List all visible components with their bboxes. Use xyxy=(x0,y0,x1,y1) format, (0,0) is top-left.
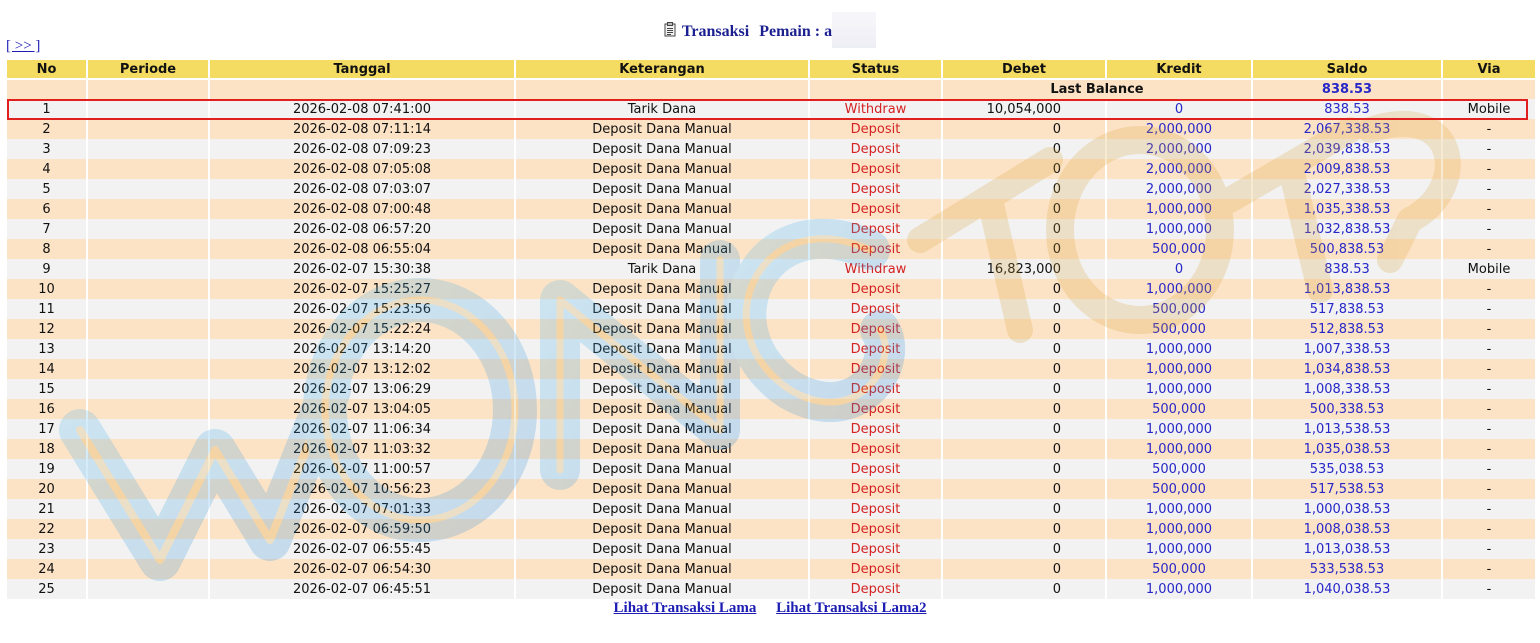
cell-keterangan: Deposit Dana Manual xyxy=(516,319,808,339)
cell-keterangan: Deposit Dana Manual xyxy=(516,219,808,239)
page-header xyxy=(0,12,1540,40)
clipboard-document-icon xyxy=(664,22,676,37)
cell-status: Deposit xyxy=(810,239,941,259)
cell-saldo: 1,035,338.53 xyxy=(1253,199,1441,219)
empty-cell xyxy=(810,80,941,99)
cell-tanggal: 2026-02-07 13:12:02 xyxy=(210,359,514,379)
cell-saldo: 838.53 xyxy=(1253,259,1441,279)
table-row xyxy=(7,119,1535,139)
cell-no: 20 xyxy=(7,479,86,499)
cell-no: 16 xyxy=(7,399,86,419)
cell-via: - xyxy=(1443,319,1535,339)
cell-via: - xyxy=(1443,399,1535,419)
col-header-status: Status xyxy=(810,60,941,80)
cell-tanggal: 2026-02-08 07:00:48 xyxy=(210,199,514,219)
cell-via: Mobile xyxy=(1443,99,1535,119)
cell-keterangan: Deposit Dana Manual xyxy=(516,119,808,139)
cell-debet: 0 xyxy=(943,239,1105,259)
cell-no: 12 xyxy=(7,319,86,339)
cell-tanggal: 2026-02-08 07:03:07 xyxy=(210,179,514,199)
cell-periode xyxy=(88,299,208,319)
cell-no: 4 xyxy=(7,159,86,179)
cell-kredit: 1,000,000 xyxy=(1107,219,1251,239)
table-header-row xyxy=(7,60,1535,80)
cell-via: - xyxy=(1443,159,1535,179)
cell-via: - xyxy=(1443,299,1535,319)
col-header-periode: Periode xyxy=(88,60,208,80)
cell-tanggal: 2026-02-08 06:57:20 xyxy=(210,219,514,239)
table-row xyxy=(7,559,1535,579)
cell-via: - xyxy=(1443,119,1535,139)
cell-status: Deposit xyxy=(810,199,941,219)
cell-keterangan: Deposit Dana Manual xyxy=(516,479,808,499)
empty-cell xyxy=(210,80,514,99)
cell-no: 19 xyxy=(7,459,86,479)
cell-saldo: 1,008,338.53 xyxy=(1253,379,1441,399)
cell-saldo: 1,008,038.53 xyxy=(1253,519,1441,539)
cell-saldo: 1,000,038.53 xyxy=(1253,499,1441,519)
cell-kredit: 1,000,000 xyxy=(1107,519,1251,539)
cell-debet: 0 xyxy=(943,339,1105,359)
cell-via: - xyxy=(1443,439,1535,459)
cell-keterangan: Deposit Dana Manual xyxy=(516,359,808,379)
cell-no: 25 xyxy=(7,579,86,599)
page-title: Transaksi xyxy=(681,23,750,40)
cell-kredit: 2,000,000 xyxy=(1107,179,1251,199)
cell-saldo: 500,338.53 xyxy=(1253,399,1441,419)
footer-links xyxy=(0,600,1540,617)
cell-via: - xyxy=(1443,559,1535,579)
cell-debet: 0 xyxy=(943,359,1105,379)
cell-tanggal: 2026-02-07 10:56:23 xyxy=(210,479,514,499)
cell-via: - xyxy=(1443,379,1535,399)
cell-saldo: 838.53 xyxy=(1253,99,1441,119)
empty-cell xyxy=(516,80,808,99)
cell-periode xyxy=(88,439,208,459)
cell-tanggal: 2026-02-07 13:14:20 xyxy=(210,339,514,359)
cell-kredit: 1,000,000 xyxy=(1107,499,1251,519)
cell-status: Deposit xyxy=(810,219,941,239)
cell-periode xyxy=(88,259,208,279)
cell-tanggal: 2026-02-07 06:54:30 xyxy=(210,559,514,579)
cell-saldo: 512,838.53 xyxy=(1253,319,1441,339)
cell-status: Deposit xyxy=(810,379,941,399)
table-row xyxy=(7,579,1535,599)
table-row xyxy=(7,339,1535,359)
cell-kredit: 500,000 xyxy=(1107,459,1251,479)
table-row xyxy=(7,279,1535,299)
cell-no: 2 xyxy=(7,119,86,139)
table-row xyxy=(7,379,1535,399)
cell-keterangan: Tarik Dana xyxy=(516,259,808,279)
cell-tanggal: 2026-02-08 07:11:14 xyxy=(210,119,514,139)
cell-tanggal: 2026-02-07 13:06:29 xyxy=(210,379,514,399)
cell-periode xyxy=(88,159,208,179)
cell-debet: 16,823,000 xyxy=(943,259,1105,279)
cell-no: 11 xyxy=(7,299,86,319)
cell-keterangan: Deposit Dana Manual xyxy=(516,519,808,539)
cell-status: Deposit xyxy=(810,159,941,179)
cell-no: 18 xyxy=(7,439,86,459)
cell-periode xyxy=(88,479,208,499)
cell-tanggal: 2026-02-07 11:00:57 xyxy=(210,459,514,479)
table-row xyxy=(7,299,1535,319)
cell-tanggal: 2026-02-07 06:59:50 xyxy=(210,519,514,539)
cell-no: 22 xyxy=(7,519,86,539)
cell-periode xyxy=(88,239,208,259)
cell-keterangan: Deposit Dana Manual xyxy=(516,159,808,179)
table-row xyxy=(7,519,1535,539)
cell-status: Deposit xyxy=(810,439,941,459)
cell-no: 21 xyxy=(7,499,86,519)
col-header-keterangan: Keterangan xyxy=(516,60,808,80)
cell-tanggal: 2026-02-08 07:05:08 xyxy=(210,159,514,179)
cell-keterangan: Deposit Dana Manual xyxy=(516,499,808,519)
cell-via: - xyxy=(1443,279,1535,299)
cell-keterangan: Deposit Dana Manual xyxy=(516,199,808,219)
table-row xyxy=(7,259,1535,279)
col-header-via: Via xyxy=(1443,60,1535,80)
cell-saldo: 535,038.53 xyxy=(1253,459,1441,479)
cell-tanggal: 2026-02-08 07:09:23 xyxy=(210,139,514,159)
cell-status: Deposit xyxy=(810,279,941,299)
cell-periode xyxy=(88,179,208,199)
last-balance-row xyxy=(7,80,1535,99)
cell-keterangan: Deposit Dana Manual xyxy=(516,439,808,459)
cell-no: 24 xyxy=(7,559,86,579)
cell-saldo: 517,538.53 xyxy=(1253,479,1441,499)
cell-debet: 0 xyxy=(943,559,1105,579)
cell-debet: 0 xyxy=(943,499,1105,519)
cell-saldo: 1,013,038.53 xyxy=(1253,539,1441,559)
cell-kredit: 0 xyxy=(1107,99,1251,119)
cell-tanggal: 2026-02-07 15:25:27 xyxy=(210,279,514,299)
cell-saldo: 1,032,838.53 xyxy=(1253,219,1441,239)
cell-keterangan: Deposit Dana Manual xyxy=(516,579,808,599)
cell-tanggal: 2026-02-07 06:45:51 xyxy=(210,579,514,599)
cell-periode xyxy=(88,359,208,379)
cell-status: Deposit xyxy=(810,299,941,319)
cell-periode xyxy=(88,499,208,519)
cell-kredit: 2,000,000 xyxy=(1107,119,1251,139)
table-row xyxy=(7,239,1535,259)
next-page-link[interactable]: [ >> ] xyxy=(6,38,41,54)
cell-periode xyxy=(88,139,208,159)
cell-via: - xyxy=(1443,499,1535,519)
table-row xyxy=(7,439,1535,459)
cell-debet: 0 xyxy=(943,179,1105,199)
cell-kredit: 1,000,000 xyxy=(1107,439,1251,459)
cell-saldo: 1,040,038.53 xyxy=(1253,579,1441,599)
cell-periode xyxy=(88,559,208,579)
cell-saldo: 1,007,338.53 xyxy=(1253,339,1441,359)
cell-tanggal: 2026-02-08 07:41:00 xyxy=(210,99,514,119)
cell-kredit: 1,000,000 xyxy=(1107,539,1251,559)
cell-kredit: 1,000,000 xyxy=(1107,339,1251,359)
cell-keterangan: Deposit Dana Manual xyxy=(516,379,808,399)
cell-saldo: 1,013,538.53 xyxy=(1253,419,1441,439)
cell-periode xyxy=(88,119,208,139)
cell-saldo: 1,035,038.53 xyxy=(1253,439,1441,459)
cell-kredit: 500,000 xyxy=(1107,559,1251,579)
cell-keterangan: Deposit Dana Manual xyxy=(516,399,808,419)
cell-tanggal: 2026-02-07 13:04:05 xyxy=(210,399,514,419)
cell-no: 1 xyxy=(7,99,86,119)
cell-no: 14 xyxy=(7,359,86,379)
cell-kredit: 2,000,000 xyxy=(1107,139,1251,159)
cell-no: 10 xyxy=(7,279,86,299)
cell-status: Deposit xyxy=(810,579,941,599)
cell-kredit: 1,000,000 xyxy=(1107,279,1251,299)
cell-kredit: 500,000 xyxy=(1107,399,1251,419)
table-row xyxy=(7,359,1535,379)
cell-kredit: 1,000,000 xyxy=(1107,579,1251,599)
cell-status: Deposit xyxy=(810,339,941,359)
cell-periode xyxy=(88,399,208,419)
table-row xyxy=(7,319,1535,339)
table-row xyxy=(7,539,1535,559)
cell-debet: 0 xyxy=(943,319,1105,339)
cell-debet: 0 xyxy=(943,399,1105,419)
cell-no: 3 xyxy=(7,139,86,159)
cell-keterangan: Deposit Dana Manual xyxy=(516,339,808,359)
cell-debet: 0 xyxy=(943,479,1105,499)
cell-status: Deposit xyxy=(810,479,941,499)
col-header-no: No xyxy=(7,60,86,80)
cell-keterangan: Deposit Dana Manual xyxy=(516,539,808,559)
cell-tanggal: 2026-02-07 15:30:38 xyxy=(210,259,514,279)
table-row xyxy=(7,479,1535,499)
cell-status: Deposit xyxy=(810,559,941,579)
cell-tanggal: 2026-02-08 06:55:04 xyxy=(210,239,514,259)
cell-keterangan: Deposit Dana Manual xyxy=(516,139,808,159)
cell-kredit: 1,000,000 xyxy=(1107,379,1251,399)
cell-no: 15 xyxy=(7,379,86,399)
cell-debet: 0 xyxy=(943,279,1105,299)
cell-saldo: 1,034,838.53 xyxy=(1253,359,1441,379)
cell-status: Deposit xyxy=(810,499,941,519)
cell-no: 17 xyxy=(7,419,86,439)
cell-tanggal: 2026-02-07 07:01:33 xyxy=(210,499,514,519)
cell-no: 8 xyxy=(7,239,86,259)
cell-debet: 0 xyxy=(943,579,1105,599)
cell-debet: 0 xyxy=(943,459,1105,479)
cell-status: Deposit xyxy=(810,179,941,199)
cell-saldo: 2,027,338.53 xyxy=(1253,179,1441,199)
old-transactions-link[interactable]: Lihat Transaksi Lama xyxy=(613,600,757,616)
cell-keterangan: Deposit Dana Manual xyxy=(516,239,808,259)
cell-via: Mobile xyxy=(1443,259,1535,279)
cell-tanggal: 2026-02-07 15:23:56 xyxy=(210,299,514,319)
cell-saldo: 2,067,338.53 xyxy=(1253,119,1441,139)
cell-kredit: 500,000 xyxy=(1107,239,1251,259)
cell-periode xyxy=(88,419,208,439)
transaction-table xyxy=(5,60,1537,599)
cell-no: 6 xyxy=(7,199,86,219)
last-balance-label: Last Balance xyxy=(943,80,1251,99)
table-row xyxy=(7,499,1535,519)
old-transactions-link-2[interactable]: Lihat Transaksi Lama2 xyxy=(776,600,927,616)
cell-periode xyxy=(88,199,208,219)
cell-via: - xyxy=(1443,179,1535,199)
cell-keterangan: Deposit Dana Manual xyxy=(516,299,808,319)
last-balance-value: 838.53 xyxy=(1253,80,1441,99)
cell-saldo: 2,009,838.53 xyxy=(1253,159,1441,179)
cell-kredit: 2,000,000 xyxy=(1107,159,1251,179)
cell-status: Deposit xyxy=(810,519,941,539)
table-row xyxy=(7,459,1535,479)
empty-cell xyxy=(7,80,86,99)
cell-periode xyxy=(88,99,208,119)
cell-tanggal: 2026-02-07 06:55:45 xyxy=(210,539,514,559)
cell-kredit: 500,000 xyxy=(1107,319,1251,339)
cell-periode xyxy=(88,579,208,599)
cell-status: Deposit xyxy=(810,539,941,559)
empty-cell xyxy=(88,80,208,99)
cell-status: Deposit xyxy=(810,459,941,479)
cell-tanggal: 2026-02-07 11:03:32 xyxy=(210,439,514,459)
cell-debet: 0 xyxy=(943,539,1105,559)
cell-debet: 0 xyxy=(943,419,1105,439)
cell-via: - xyxy=(1443,459,1535,479)
cell-kredit: 1,000,000 xyxy=(1107,419,1251,439)
cell-debet: 0 xyxy=(943,379,1105,399)
cell-tanggal: 2026-02-07 15:22:24 xyxy=(210,319,514,339)
cell-via: - xyxy=(1443,579,1535,599)
cell-kredit: 500,000 xyxy=(1107,299,1251,319)
cell-no: 9 xyxy=(7,259,86,279)
cell-periode xyxy=(88,539,208,559)
cell-via: - xyxy=(1443,239,1535,259)
cell-no: 5 xyxy=(7,179,86,199)
cell-via: - xyxy=(1443,199,1535,219)
table-row xyxy=(7,199,1535,219)
cell-periode xyxy=(88,459,208,479)
cell-saldo: 533,538.53 xyxy=(1253,559,1441,579)
cell-debet: 0 xyxy=(943,219,1105,239)
cell-debet: 0 xyxy=(943,519,1105,539)
cell-keterangan: Deposit Dana Manual xyxy=(516,179,808,199)
cell-status: Deposit xyxy=(810,139,941,159)
cell-via: - xyxy=(1443,339,1535,359)
cell-tanggal: 2026-02-07 11:06:34 xyxy=(210,419,514,439)
cell-debet: 0 xyxy=(943,299,1105,319)
cell-debet: 0 xyxy=(943,439,1105,459)
cell-keterangan: Deposit Dana Manual xyxy=(516,459,808,479)
cell-keterangan: Tarik Dana xyxy=(516,99,808,119)
cell-saldo: 2,039,838.53 xyxy=(1253,139,1441,159)
cell-debet: 0 xyxy=(943,139,1105,159)
cell-debet: 0 xyxy=(943,159,1105,179)
table-row xyxy=(7,419,1535,439)
col-header-debet: Debet xyxy=(943,60,1105,80)
cell-status: Deposit xyxy=(810,319,941,339)
cell-via: - xyxy=(1443,139,1535,159)
cell-keterangan: Deposit Dana Manual xyxy=(516,279,808,299)
cell-periode xyxy=(88,379,208,399)
cell-status: Deposit xyxy=(810,399,941,419)
cell-kredit: 0 xyxy=(1107,259,1251,279)
cell-periode xyxy=(88,219,208,239)
col-header-saldo: Saldo xyxy=(1253,60,1441,80)
cell-status: Withdraw xyxy=(810,99,941,119)
col-header-kredit: Kredit xyxy=(1107,60,1251,80)
cell-via: - xyxy=(1443,539,1535,559)
cell-saldo: 517,838.53 xyxy=(1253,299,1441,319)
table-row xyxy=(7,159,1535,179)
table-row xyxy=(7,139,1535,159)
redacted-player-name xyxy=(832,12,876,48)
cell-periode xyxy=(88,279,208,299)
cell-keterangan: Deposit Dana Manual xyxy=(516,559,808,579)
cell-kredit: 1,000,000 xyxy=(1107,199,1251,219)
cell-debet: 0 xyxy=(943,199,1105,219)
cell-via: - xyxy=(1443,419,1535,439)
cell-periode xyxy=(88,319,208,339)
cell-saldo: 500,838.53 xyxy=(1253,239,1441,259)
cell-keterangan: Deposit Dana Manual xyxy=(516,419,808,439)
player-label: Pemain : a xyxy=(759,23,833,40)
cell-debet: 0 xyxy=(943,119,1105,139)
table-row xyxy=(7,219,1535,239)
cell-no: 13 xyxy=(7,339,86,359)
cell-periode xyxy=(88,339,208,359)
cell-status: Deposit xyxy=(810,359,941,379)
cell-saldo: 1,013,838.53 xyxy=(1253,279,1441,299)
cell-via: - xyxy=(1443,519,1535,539)
table-row xyxy=(7,99,1535,119)
cell-debet: 10,054,000 xyxy=(943,99,1105,119)
cell-periode xyxy=(88,519,208,539)
cell-no: 7 xyxy=(7,219,86,239)
cell-status: Deposit xyxy=(810,419,941,439)
cell-status: Withdraw xyxy=(810,259,941,279)
table-row xyxy=(7,399,1535,419)
cell-kredit: 1,000,000 xyxy=(1107,359,1251,379)
table-row xyxy=(7,179,1535,199)
empty-cell xyxy=(1443,80,1535,99)
cell-kredit: 500,000 xyxy=(1107,479,1251,499)
cell-via: - xyxy=(1443,219,1535,239)
cell-no: 23 xyxy=(7,539,86,559)
cell-status: Deposit xyxy=(810,119,941,139)
col-header-tanggal: Tanggal xyxy=(210,60,514,80)
cell-via: - xyxy=(1443,359,1535,379)
cell-via: - xyxy=(1443,479,1535,499)
